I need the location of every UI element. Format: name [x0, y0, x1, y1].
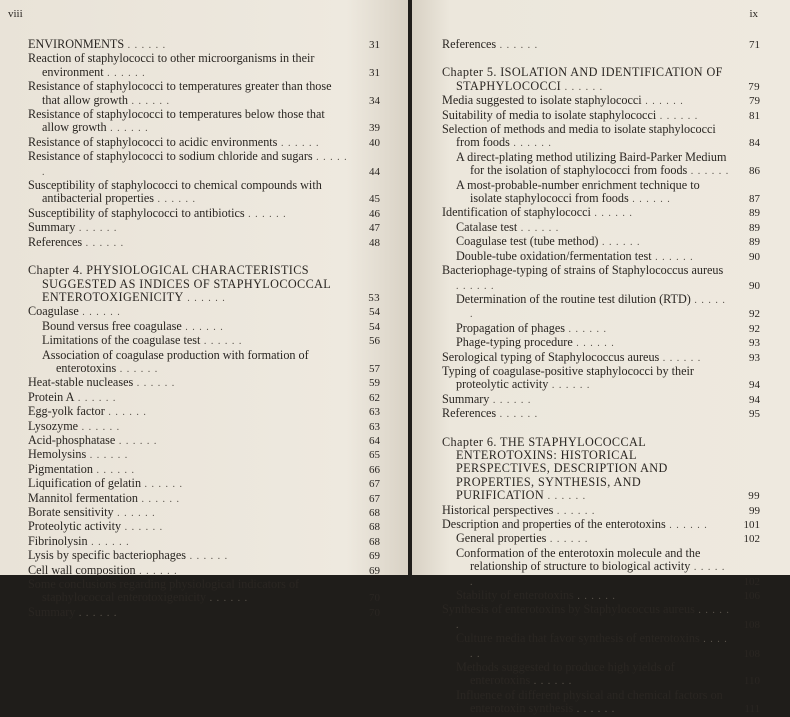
- dot-leader: . . . . . .: [78, 307, 121, 319]
- toc-page-number: 81: [749, 109, 760, 122]
- toc-page-number: 39: [369, 122, 380, 135]
- toc-entry: [442, 336, 760, 350]
- section-gap: [28, 250, 380, 264]
- toc-entry-title: Lysis by specific bacteriophages: [28, 548, 187, 563]
- dot-leader: . . . . . .: [659, 352, 702, 364]
- toc-entry-title: Cell wall composition: [28, 562, 136, 577]
- toc-entry-title: Resistance of staphylococci to temperatures below those that allow growth: [28, 107, 325, 135]
- toc-entry-title: General properties: [456, 531, 547, 546]
- toc-entry-title: Influence of different physical and chemical factors on enterotoxin synthesis: [456, 687, 723, 716]
- toc-page-number: 79: [748, 80, 760, 93]
- dot-leader: . . . . . .: [561, 81, 604, 93]
- toc-entry: [28, 535, 380, 549]
- toc-entry: [28, 376, 380, 390]
- dot-leader: . . . . . .: [154, 194, 197, 206]
- dot-leader: . . . . . .: [530, 676, 573, 688]
- toc-entry: [442, 661, 760, 689]
- toc-entry-title: Synthesis of enterotoxins by Staphylococcus aureus: [442, 602, 695, 617]
- dot-leader: . . . . . .: [121, 522, 164, 534]
- dot-leader: . . . . . .: [517, 222, 560, 234]
- toc-page-number: 101: [743, 519, 760, 531]
- toc-entry-title: Proteolytic activity: [28, 519, 122, 534]
- toc-page-number: 102: [743, 533, 760, 546]
- toc-entry: [442, 179, 760, 207]
- toc-page-number: 67: [369, 492, 380, 505]
- toc-entry: [442, 250, 760, 264]
- toc-entry: [28, 520, 380, 534]
- page-number-left: viii: [8, 8, 23, 20]
- toc-entry-title: Summary: [442, 391, 490, 406]
- dot-leader: . . . . . .: [104, 407, 147, 419]
- toc-entry: [442, 235, 760, 249]
- toc-entry: [28, 448, 380, 462]
- toc-chapter-heading: [442, 66, 760, 94]
- dot-leader: . . . . . .: [687, 166, 730, 178]
- toc-entry-title: Stability of enterotoxins: [456, 588, 574, 603]
- toc-page-number: 31: [369, 39, 380, 51]
- toc-page-number: 67: [369, 478, 380, 491]
- toc-entry-title: Liquification of gelatin: [28, 476, 142, 491]
- toc-entry: [28, 207, 380, 221]
- dot-leader: . . . . . .: [572, 338, 615, 350]
- toc-page-number: 47: [369, 222, 380, 235]
- left-page: [0, 0, 408, 619]
- toc-entry: [442, 603, 760, 632]
- toc-entry: [28, 320, 380, 334]
- toc-entry: [28, 80, 380, 108]
- toc-entry-title: Chapter 5. ISOLATION AND IDENTIFICATION OF STAPHYLOCOCCI: [442, 65, 723, 93]
- toc-entry: [442, 393, 760, 407]
- right-page: [412, 0, 790, 716]
- toc-page-number: 68: [369, 535, 380, 548]
- dot-leader: . . . . . .: [103, 67, 146, 79]
- dot-leader: . . . . . .: [206, 593, 249, 605]
- dot-leader: . . . . . .: [590, 208, 633, 220]
- toc-entry-title: Coagulase test (tube method): [456, 234, 599, 249]
- toc-entry: [28, 334, 380, 348]
- toc-entry-title: Chapter 4. PHYSIOLOGICAL CHARACTERISTICS SUGGESTED AS INDICES OF STAPHYLOCOCCAL ENTEROTOXIGENICITY: [28, 263, 331, 304]
- section-gap: [442, 422, 760, 436]
- toc-entry-title: References: [28, 234, 83, 249]
- toc-entry: [28, 549, 380, 563]
- toc-page-number: 63: [369, 420, 380, 433]
- dot-leader: . . . . . .: [546, 534, 589, 546]
- toc-entry-title: Susceptibility of staphylococci to chemical compounds with antibacterial properties: [28, 178, 322, 206]
- dot-leader: . . . . . .: [598, 237, 641, 249]
- toc-entry: [28, 477, 380, 491]
- dot-leader: . . . . . .: [470, 294, 726, 321]
- toc-entry: [442, 365, 760, 393]
- toc-entry: [28, 136, 380, 150]
- toc-page-number: 62: [369, 391, 380, 404]
- toc-entry: [28, 52, 380, 80]
- toc-entry-title: Methods suggested to produce high yields of enterotoxins: [456, 660, 675, 688]
- dot-leader: . . . . . .: [106, 123, 149, 135]
- toc-entry-title: Resistance of staphylococci to temperatures greater than those that allow growth: [28, 79, 332, 107]
- toc-page-number: 93: [749, 351, 760, 364]
- toc-entry: [442, 123, 760, 151]
- toc-entry-title: Egg-yolk factor: [28, 404, 105, 419]
- toc-entry-title: Selection of methods and media to isolate staphylococci from foods: [442, 122, 716, 150]
- toc-entry-title: Susceptibility of staphylococci to antibiotics: [28, 205, 245, 220]
- dot-leader: . . . . . .: [628, 194, 671, 206]
- toc-entry: [442, 151, 760, 179]
- toc-entry-title: Summary: [28, 220, 76, 235]
- toc-entry: [28, 434, 380, 448]
- toc-entry: [442, 322, 760, 336]
- toc-page-number: 95: [749, 408, 760, 421]
- dot-leader: . . . . . .: [93, 464, 135, 476]
- dot-leader: . . . . . .: [573, 704, 616, 716]
- toc-page-number: 94: [749, 379, 760, 392]
- dot-leader: . . . . . .: [544, 491, 587, 503]
- toc-entry: [28, 506, 380, 520]
- toc-page-number: 99: [748, 490, 760, 503]
- toc-entry: [442, 264, 760, 293]
- toc-entry: [28, 606, 380, 620]
- dot-leader: . . . . . .: [456, 605, 730, 631]
- toc-list-left: [28, 38, 380, 620]
- toc-entry-title: Some conclusions regarding physiological indicators of staphylococcal enterotoxigenicity: [28, 577, 300, 605]
- toc-entry-title: Description and properties of the enterotoxins: [442, 517, 666, 531]
- dot-leader: . . . . . .: [665, 520, 708, 531]
- toc-entry: [442, 589, 760, 603]
- dot-leader: . . . . . .: [86, 450, 129, 462]
- toc-entry-title: Pigmentation: [28, 461, 93, 476]
- toc-entry: [442, 632, 760, 661]
- toc-entry: [442, 518, 760, 532]
- toc-page-number: 44: [369, 165, 380, 178]
- toc-entry-title: Mannitol fermentation: [28, 490, 138, 505]
- toc-entry-title: Bacteriophage-typing of strains of Staphylococcus aureus: [442, 263, 724, 278]
- toc-entry-title: Conformation of the enterotoxin molecule and the relationship of structure to biological activity: [456, 545, 701, 574]
- toc-entry: [28, 492, 380, 506]
- toc-page-number: 90: [749, 279, 760, 292]
- toc-page-number: 87: [749, 193, 760, 206]
- dot-leader: . . . . . .: [470, 562, 726, 588]
- toc-entry-title: Determination of the routine test dilution (RTD): [456, 291, 691, 306]
- dot-leader: . . . . . .: [127, 95, 170, 107]
- toc-entry: [442, 206, 760, 220]
- toc-entry-title: Catalase test: [456, 219, 518, 234]
- dot-leader: . . . . . .: [277, 137, 320, 149]
- toc-entry-title: Culture media that favor synthesis of enterotoxins: [456, 631, 700, 646]
- toc-entry-title: Reaction of staphylococci to other microorganisms in their environment: [28, 51, 315, 79]
- toc-page-number: 92: [749, 322, 760, 335]
- toc-page-number: 34: [369, 94, 380, 107]
- toc-page-number: 70: [369, 606, 380, 619]
- toc-entry: [442, 407, 760, 421]
- toc-page-number: 93: [749, 337, 760, 350]
- toc-page-number: 106: [743, 590, 760, 603]
- section-gap: [442, 52, 760, 66]
- toc-entry: [28, 349, 380, 377]
- dot-leader: . . . . . .: [133, 378, 176, 390]
- toc-page-number: 111: [744, 703, 760, 716]
- toc-page-number: 65: [369, 449, 380, 462]
- dot-leader: . . . . . .: [75, 607, 118, 619]
- toc-page-number: 89: [749, 236, 760, 249]
- toc-entry-title: Lysozyme: [28, 418, 79, 433]
- toc-entry: [28, 564, 380, 578]
- toc-entry-title: Historical perspectives: [442, 502, 554, 517]
- toc-entry: [28, 38, 380, 52]
- toc-entry: [442, 689, 760, 717]
- dot-leader: . . . . . .: [42, 152, 348, 178]
- toc-page-number: 48: [369, 236, 380, 249]
- toc-page-number: 84: [749, 137, 760, 150]
- dot-leader: . . . . . .: [244, 208, 287, 220]
- toc-entry-title: Limitations of the coagulase test: [42, 333, 201, 348]
- dot-leader: . . . . . .: [181, 321, 224, 333]
- toc-entry: [442, 351, 760, 365]
- toc-entry-title: Phage-typing procedure: [456, 335, 573, 350]
- toc-entry-title: A most-probable-number enrichment technique to isolate staphylococci from foods: [456, 177, 700, 206]
- toc-page-number: 64: [369, 434, 380, 447]
- dot-leader: . . . . . .: [116, 363, 159, 375]
- toc-page-number: 69: [369, 550, 380, 563]
- toc-page-number: 57: [369, 362, 380, 375]
- toc-page-number: 54: [369, 306, 380, 319]
- dot-leader: . . . . . .: [496, 409, 539, 421]
- toc-entry-title: Hemolysins: [28, 447, 87, 462]
- toc-entry: [28, 150, 380, 179]
- dot-leader: . . . . . .: [186, 551, 229, 563]
- toc-page-number: 63: [369, 406, 380, 419]
- toc-entry: [442, 547, 760, 589]
- toc-entry: [442, 293, 760, 322]
- dot-leader: . . . . . .: [141, 479, 184, 491]
- toc-page-number: 69: [369, 564, 380, 577]
- dot-leader: . . . . . .: [87, 536, 130, 548]
- toc-entry: [442, 109, 760, 123]
- dot-leader: . . . . . .: [456, 280, 495, 292]
- dot-leader: . . . . . .: [553, 505, 596, 517]
- toc-page-number: 70: [369, 592, 380, 605]
- dot-leader: . . . . . .: [138, 493, 180, 505]
- toc-entry: [442, 504, 760, 518]
- toc-entry-title: Resistance of staphylococci to acidic environments: [28, 134, 278, 149]
- toc-entry-title: Double-tube oxidation/fermentation test: [456, 248, 652, 263]
- toc-page-number: 92: [749, 308, 760, 321]
- toc-entry-title: Association of coagulase production with formation of enterotoxins: [42, 347, 309, 375]
- dot-leader: . . . . . .: [200, 336, 243, 348]
- dot-leader: . . . . . .: [74, 392, 117, 404]
- toc-page-number: 54: [369, 320, 380, 333]
- toc-page-number: 59: [369, 377, 380, 390]
- dot-leader: . . . . . .: [656, 110, 699, 122]
- toc-entry: [28, 236, 380, 250]
- toc-entry: [28, 463, 380, 477]
- toc-entry: [442, 221, 760, 235]
- toc-page-number: 79: [749, 95, 760, 108]
- toc-page-number: 56: [369, 335, 380, 348]
- toc-entry-title: Coagulase: [28, 304, 79, 319]
- toc-page-number: 68: [369, 521, 380, 534]
- toc-page-number: 94: [749, 393, 760, 406]
- toc-entry: [28, 578, 380, 606]
- dot-leader: . . . . . .: [651, 251, 694, 263]
- toc-entry: [28, 420, 380, 434]
- toc-page-number: 89: [749, 207, 760, 220]
- toc-entry-title: References: [442, 37, 497, 51]
- dot-leader: . . . . . .: [565, 323, 607, 335]
- page-number-right: ix: [749, 8, 758, 20]
- toc-entry: [28, 221, 380, 235]
- dot-leader: . . . . . .: [82, 237, 125, 249]
- toc-entry: [442, 532, 760, 546]
- dot-leader: . . . . . .: [113, 508, 156, 519]
- toc-entry: [442, 38, 760, 52]
- toc-entry-title: Protein A: [28, 389, 75, 404]
- toc-entry-title: Heat-stable nucleases: [28, 375, 134, 390]
- toc-entry-title: Summary: [28, 604, 76, 619]
- dot-leader: . . . . . .: [496, 40, 539, 51]
- toc-chapter-heading: [442, 436, 760, 504]
- toc-page-number: 99: [749, 504, 760, 517]
- toc-entry-title: ENVIRONMENTS: [28, 37, 125, 51]
- toc-entry-title: Resistance of staphylococci to sodium chloride and sugars: [28, 149, 313, 164]
- toc-page-number: 108: [743, 647, 760, 660]
- toc-entry-title: Suitability of media to isolate staphylococci: [442, 107, 657, 122]
- toc-entry-title: Propagation of phages: [456, 320, 565, 335]
- dot-leader: . . . . . .: [573, 591, 616, 603]
- dot-leader: . . . . . .: [124, 40, 167, 51]
- dot-leader: . . . . . .: [115, 435, 158, 447]
- toc-entry-title: Identification of staphylococci: [442, 205, 591, 220]
- toc-entry-title: References: [442, 406, 497, 421]
- dot-leader: . . . . . .: [489, 394, 532, 406]
- toc-page-number: 89: [749, 221, 760, 234]
- toc-entry-title: Chapter 6. THE STAPHYLOCOCCAL ENTEROTOXINS: HISTORICAL PERSPECTIVES, DESCRIPTION AND PROPERTIES, SYNTHESIS, AND PURIFICATION: [442, 434, 668, 503]
- toc-entry: [28, 391, 380, 405]
- toc-entry-title: Bound versus free coagulase: [42, 318, 182, 333]
- toc-page-number: 108: [743, 618, 760, 631]
- toc-entry: [28, 405, 380, 419]
- toc-entry: [28, 179, 380, 207]
- toc-page-number: 110: [743, 675, 760, 688]
- toc-entry-title: A direct-plating method utilizing Baird-Parker Medium for the isolation of staphylococci from foods: [456, 149, 727, 178]
- toc-page-number: 68: [369, 507, 380, 519]
- toc-page-number: 40: [369, 136, 380, 149]
- toc-page-number: 66: [369, 463, 380, 476]
- toc-entry: [28, 108, 380, 136]
- toc-page-number: 102: [743, 575, 760, 588]
- toc-entry: [442, 94, 760, 108]
- dot-leader: . . . . . .: [548, 380, 591, 392]
- toc-chapter-heading: [28, 264, 380, 305]
- dot-leader: . . . . . .: [135, 565, 178, 577]
- toc-entry-title: Borate sensitivity: [28, 505, 114, 519]
- dot-leader: . . . . . .: [470, 634, 728, 660]
- dot-leader: . . . . . .: [641, 96, 684, 108]
- toc-entry: [28, 305, 380, 319]
- toc-page-number: 90: [749, 250, 760, 263]
- dot-leader: . . . . . .: [75, 223, 118, 235]
- dot-leader: . . . . . .: [183, 292, 226, 304]
- dot-leader: . . . . . .: [78, 421, 121, 433]
- toc-page-number: 46: [369, 207, 380, 220]
- toc-page-number: 71: [749, 39, 760, 51]
- dot-leader: . . . . . .: [509, 138, 552, 150]
- toc-entry-title: Acid-phosphatase: [28, 432, 116, 447]
- toc-entry-title: Fibrinolysin: [28, 533, 88, 548]
- toc-page-number: 86: [749, 165, 760, 178]
- toc-page-number: 45: [369, 193, 380, 206]
- toc-page-number: 53: [368, 291, 380, 304]
- toc-list-right: [442, 38, 760, 717]
- toc-page-number: 31: [369, 66, 380, 79]
- toc-entry-title: Serological typing of Staphylococcus aureus: [442, 349, 660, 364]
- toc-entry-title: Typing of coagulase-positive staphylococci by their proteolytic activity: [442, 363, 694, 392]
- toc-entry-title: Media suggested to isolate staphylococci: [442, 93, 642, 108]
